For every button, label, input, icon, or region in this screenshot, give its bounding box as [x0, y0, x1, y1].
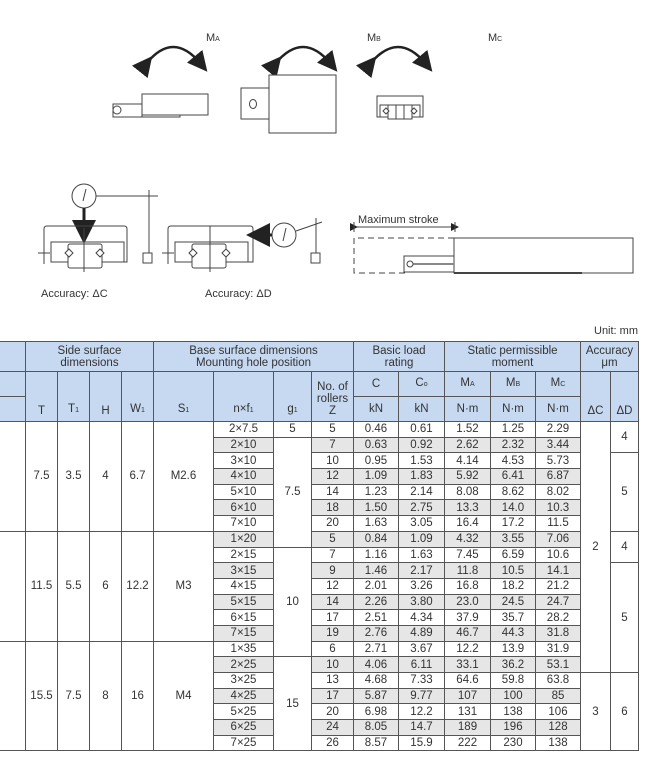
cell-MA: 23.0 [445, 594, 491, 610]
cell-nf1: 3×10 [214, 453, 274, 469]
cell-Co: 12.2 [399, 704, 445, 720]
cell-Co: 15.9 [399, 735, 445, 751]
col-dD: ΔD [611, 372, 639, 422]
cell-nf1: 6×10 [214, 500, 274, 516]
cell-blank [0, 422, 26, 532]
cell-Z: 14 [312, 594, 354, 610]
cell-Co: 1.63 [399, 547, 445, 563]
cell-C: 8.05 [354, 720, 399, 736]
cell-MC: 8.02 [536, 484, 581, 500]
cell-H: 4 [90, 422, 122, 532]
cell-nf1: 4×15 [214, 578, 274, 594]
cell-Co: 3.05 [399, 516, 445, 532]
cell-dD: 5 [611, 453, 639, 531]
cell-Z: 12 [312, 578, 354, 594]
table-row [0, 422, 639, 438]
header-side-surface: Side surface dimensions [26, 342, 154, 372]
cell-Z: 7 [312, 437, 354, 453]
cell-nf1: 6×15 [214, 610, 274, 626]
cell-Co: 1.83 [399, 469, 445, 485]
cell-Z: 6 [312, 641, 354, 657]
cell-H: 8 [90, 641, 122, 751]
cell-MC: 3.44 [536, 437, 581, 453]
cell-MC: 11.5 [536, 516, 581, 532]
cell-MB: 2.32 [491, 437, 536, 453]
cell-MA: 4.14 [445, 453, 491, 469]
cell-nf1: 2×7.5 [214, 422, 274, 438]
cell-Co: 7.33 [399, 673, 445, 689]
cell-nf1: 7×10 [214, 516, 274, 532]
header-accuracy: Accuracy μm [581, 342, 639, 372]
cell-dC: 2 [581, 422, 611, 673]
cell-nf1: 2×25 [214, 657, 274, 673]
unit-Co: kN [399, 397, 445, 422]
cell-MB: 4.53 [491, 453, 536, 469]
header-blank-3 [0, 397, 26, 422]
cell-MA: 37.9 [445, 610, 491, 626]
header-row-symbols [0, 372, 639, 397]
cell-MC: 106 [536, 704, 581, 720]
accuracy-c-label: Accuracy: ΔC [41, 288, 108, 300]
cell-H: 6 [90, 531, 122, 641]
col-T: T [26, 372, 58, 422]
cell-MA: 5.92 [445, 469, 491, 485]
cell-dC: 3 [581, 673, 611, 751]
cell-nf1: 2×10 [214, 437, 274, 453]
cell-MC: 6.87 [536, 469, 581, 485]
cell-MA: 222 [445, 735, 491, 751]
cell-Z: 19 [312, 625, 354, 641]
cell-S1: M2.6 [154, 422, 214, 532]
cell-MA: 2.62 [445, 437, 491, 453]
cell-MA: 16.8 [445, 578, 491, 594]
cell-C: 5.87 [354, 688, 399, 704]
unit-MB: N·m [491, 397, 536, 422]
cell-blank [0, 531, 26, 641]
cell-C: 2.71 [354, 641, 399, 657]
cell-MC: 2.29 [536, 422, 581, 438]
cell-MA: 33.1 [445, 657, 491, 673]
cell-C: 0.84 [354, 531, 399, 547]
cell-Z: 10 [312, 453, 354, 469]
cell-g1: 15 [274, 657, 312, 751]
cell-Co: 9.77 [399, 688, 445, 704]
unit-MA: N·m [445, 397, 491, 422]
cell-MC: 53.1 [536, 657, 581, 673]
cell-Co: 1.53 [399, 453, 445, 469]
table-row [0, 641, 639, 657]
col-nf1: n×f1 [214, 372, 274, 422]
cell-MB: 17.2 [491, 516, 536, 532]
cell-Co: 6.11 [399, 657, 445, 673]
cell-Co: 3.80 [399, 594, 445, 610]
cell-MB: 14.0 [491, 500, 536, 516]
cell-Z: 5 [312, 422, 354, 438]
cell-nf1: 4×10 [214, 469, 274, 485]
header-basic-load: Basic load rating [354, 342, 445, 372]
cell-MA: 4.32 [445, 531, 491, 547]
cell-MA: 107 [445, 688, 491, 704]
cell-dD: 6 [611, 673, 639, 751]
cell-MB: 18.2 [491, 578, 536, 594]
cell-MA: 1.52 [445, 422, 491, 438]
cell-Co: 2.14 [399, 484, 445, 500]
cell-nf1: 6×25 [214, 720, 274, 736]
cell-W1: 12.2 [122, 531, 154, 641]
cell-Z: 20 [312, 704, 354, 720]
cell-MA: 13.3 [445, 500, 491, 516]
cell-MB: 138 [491, 704, 536, 720]
cell-MB: 6.41 [491, 469, 536, 485]
cell-Co: 3.67 [399, 641, 445, 657]
cell-MC: 85 [536, 688, 581, 704]
cell-dD: 5 [611, 563, 639, 673]
col-dC: ΔC [581, 372, 611, 422]
cell-W1: 16 [122, 641, 154, 751]
cell-C: 1.46 [354, 563, 399, 579]
cell-nf1: 1×20 [214, 531, 274, 547]
cell-MB: 35.7 [491, 610, 536, 626]
col-W1: W1 [122, 372, 154, 422]
cell-MC: 10.3 [536, 500, 581, 516]
cell-MA: 12.2 [445, 641, 491, 657]
cell-dD: 4 [611, 422, 639, 453]
cell-Z: 17 [312, 688, 354, 704]
cell-Z: 9 [312, 563, 354, 579]
cell-MC: 28.2 [536, 610, 581, 626]
cell-Co: 14.7 [399, 720, 445, 736]
moment-c-label: MC [488, 32, 503, 44]
cell-MA: 11.8 [445, 563, 491, 579]
cell-MC: 21.2 [536, 578, 581, 594]
max-stroke-diagram [354, 222, 633, 273]
unit-MC: N·m [536, 397, 581, 422]
cell-MC: 24.7 [536, 594, 581, 610]
moment-b-diagram [241, 47, 336, 133]
cell-MC: 31.8 [536, 625, 581, 641]
cell-nf1: 4×25 [214, 688, 274, 704]
cell-nf1: 1×35 [214, 641, 274, 657]
cell-Z: 13 [312, 673, 354, 689]
moment-c-diagram [370, 47, 426, 119]
cell-C: 2.01 [354, 578, 399, 594]
header-row-groups [0, 342, 639, 372]
cell-MB: 59.8 [491, 673, 536, 689]
cell-MC: 7.06 [536, 531, 581, 547]
cell-C: 0.63 [354, 437, 399, 453]
cell-T: 11.5 [26, 531, 58, 641]
header-blank [0, 342, 26, 372]
cell-Co: 0.92 [399, 437, 445, 453]
col-MC: MC [536, 372, 581, 397]
cell-MA: 189 [445, 720, 491, 736]
cell-MC: 5.73 [536, 453, 581, 469]
diagram-canvas [0, 0, 651, 320]
cell-MB: 8.62 [491, 484, 536, 500]
cell-g1: 5 [274, 422, 312, 438]
cell-MB: 24.5 [491, 594, 536, 610]
cell-nf1: 3×25 [214, 673, 274, 689]
cell-C: 4.68 [354, 673, 399, 689]
cell-Co: 3.26 [399, 578, 445, 594]
cell-S1: M3 [154, 531, 214, 641]
cell-C: 6.98 [354, 704, 399, 720]
cell-Z: 14 [312, 484, 354, 500]
cell-MB: 44.3 [491, 625, 536, 641]
cell-MA: 64.6 [445, 673, 491, 689]
col-MB: MB [491, 372, 536, 397]
cell-MA: 46.7 [445, 625, 491, 641]
cell-nf1: 5×15 [214, 594, 274, 610]
cell-g1: 10 [274, 547, 312, 657]
cell-MB: 100 [491, 688, 536, 704]
cell-Co: 1.09 [399, 531, 445, 547]
cell-MB: 36.2 [491, 657, 536, 673]
cell-nf1: 2×15 [214, 547, 274, 563]
cell-MC: 31.9 [536, 641, 581, 657]
spec-table [0, 341, 639, 751]
moment-b-label: MB [367, 32, 381, 44]
cell-C: 1.23 [354, 484, 399, 500]
cell-Co: 4.89 [399, 625, 445, 641]
cell-Z: 24 [312, 720, 354, 736]
header-blank-2 [0, 372, 26, 397]
cell-Co: 0.61 [399, 422, 445, 438]
col-S1: S1 [154, 372, 214, 422]
accuracy-d-label: Accuracy: ΔD [205, 288, 272, 300]
cell-C: 2.51 [354, 610, 399, 626]
cell-T: 15.5 [26, 641, 58, 751]
cell-nf1: 5×25 [214, 704, 274, 720]
cell-C: 0.95 [354, 453, 399, 469]
cell-MB: 230 [491, 735, 536, 751]
cell-Z: 10 [312, 657, 354, 673]
cell-T1: 3.5 [58, 422, 90, 532]
cell-Z: 5 [312, 531, 354, 547]
cell-MB: 1.25 [491, 422, 536, 438]
moment-a-label: MA [206, 32, 220, 44]
accuracy-c-diagram [38, 184, 158, 272]
cell-C: 4.06 [354, 657, 399, 673]
cell-Z: 12 [312, 469, 354, 485]
col-MA: MA [445, 372, 491, 397]
cell-C: 2.76 [354, 625, 399, 641]
cell-MB: 3.55 [491, 531, 536, 547]
cell-MA: 8.08 [445, 484, 491, 500]
accuracy-d-diagram [162, 218, 322, 272]
cell-C: 1.09 [354, 469, 399, 485]
cell-Z: 17 [312, 610, 354, 626]
col-C: C [354, 372, 399, 397]
cell-nf1: 5×10 [214, 484, 274, 500]
cell-S1: M4 [154, 641, 214, 751]
cell-blank [0, 641, 26, 751]
cell-MC: 14.1 [536, 563, 581, 579]
col-Co: Co [399, 372, 445, 397]
cell-T: 7.5 [26, 422, 58, 532]
cell-MB: 13.9 [491, 641, 536, 657]
cell-Co: 2.17 [399, 563, 445, 579]
cell-MA: 16.4 [445, 516, 491, 532]
cell-g1: 7.5 [274, 437, 312, 547]
cell-T1: 7.5 [58, 641, 90, 751]
cell-Z: 18 [312, 500, 354, 516]
cell-MC: 10.6 [536, 547, 581, 563]
cell-MC: 128 [536, 720, 581, 736]
cell-C: 2.26 [354, 594, 399, 610]
col-g1: g1 [274, 372, 312, 422]
cell-nf1: 7×25 [214, 735, 274, 751]
cell-C: 1.50 [354, 500, 399, 516]
cell-Co: 2.75 [399, 500, 445, 516]
cell-C: 0.46 [354, 422, 399, 438]
col-Z: No. of rollers Z [312, 372, 354, 422]
cell-C: 8.57 [354, 735, 399, 751]
cell-Co: 4.34 [399, 610, 445, 626]
table-body [0, 422, 639, 751]
col-T1: T1 [58, 372, 90, 422]
cell-MA: 7.45 [445, 547, 491, 563]
cell-MC: 63.8 [536, 673, 581, 689]
unit-C: kN [354, 397, 399, 422]
cell-C: 1.16 [354, 547, 399, 563]
cell-Z: 20 [312, 516, 354, 532]
cell-MB: 196 [491, 720, 536, 736]
header-base-surface: Base surface dimensions Mounting hole position [154, 342, 354, 372]
cell-MA: 131 [445, 704, 491, 720]
col-H: H [90, 372, 122, 422]
cell-dD: 4 [611, 531, 639, 562]
cell-nf1: 7×15 [214, 625, 274, 641]
cell-T1: 5.5 [58, 531, 90, 641]
cell-nf1: 3×15 [214, 563, 274, 579]
cell-W1: 6.7 [122, 422, 154, 532]
cell-Z: 26 [312, 735, 354, 751]
table-row [0, 531, 639, 547]
cell-C: 1.63 [354, 516, 399, 532]
header-static-moment: Static permissible moment [445, 342, 581, 372]
cell-Z: 7 [312, 547, 354, 563]
cell-MC: 138 [536, 735, 581, 751]
cell-MB: 6.59 [491, 547, 536, 563]
moment-a-diagram [113, 47, 208, 117]
cell-MB: 10.5 [491, 563, 536, 579]
unit-label: Unit: mm [594, 325, 638, 337]
max-stroke-label: Maximum stroke [358, 214, 439, 226]
